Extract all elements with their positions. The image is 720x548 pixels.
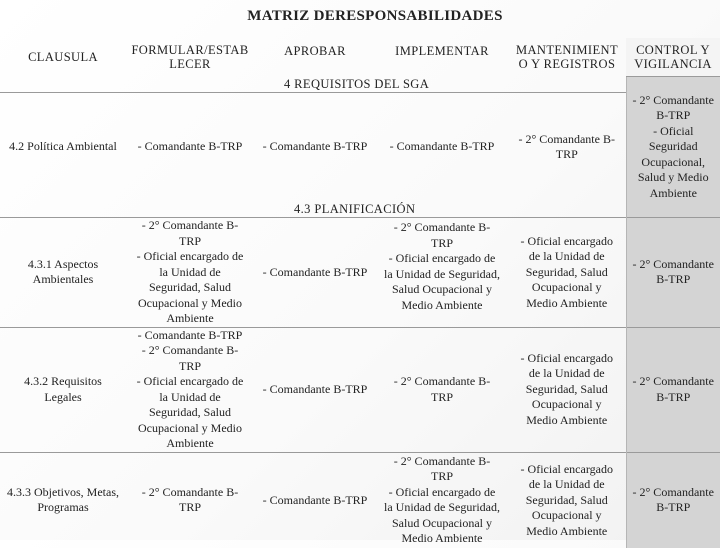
header-row	[0, 38, 720, 76]
cell-clausula: 4.2 Política Ambiental	[0, 93, 126, 202]
cell-aprobar: - Comandante B-TRP	[254, 218, 376, 328]
cell-clausula: 4.3.3 Objetivos, Metas, Programas	[0, 452, 126, 548]
responsibility-matrix	[0, 38, 720, 548]
cell-control: - 2° Comandante B-TRP	[626, 327, 720, 452]
header-mantenimiento: MANTENIMIENT O Y REGISTROS	[515, 43, 618, 71]
cell-mantenimiento: - 2° Comandante B- TRP	[508, 93, 626, 202]
cell-mantenimiento: - Oficial encargado de la Unidad de Seguridad, Salud Ocupacional y Medio Ambiente	[508, 452, 626, 548]
cell-implementar: - 2° Comandante B- TRP	[376, 327, 508, 452]
cell-aprobar: - Comandante B-TRP	[254, 452, 376, 548]
cell-formular: - Comandante B-TRP - 2° Comandante B- TRP - Oficial encargado de la Unidad de Seguridad, Salud Ocupacional y Medio Ambiente	[126, 327, 254, 452]
cell-aprobar: - Comandante B-TRP	[254, 327, 376, 452]
header-clausula: CLAUSULA	[28, 50, 98, 64]
section-planificacion: 4.3 PLANIFICACIÓN	[294, 202, 416, 216]
cell-formular: - Comandante B-TRP	[126, 93, 254, 202]
cell-clausula: 4.3.1 Aspectos Ambientales	[0, 218, 126, 328]
page-title: MATRIZ DERESPONSABILIDADES	[247, 8, 503, 24]
cell-implementar: - 2° Comandante B- TRP - Oficial encargado de la Unidad de Seguridad, Salud Ocupacional y Medio Ambiente	[376, 452, 508, 548]
cell-formular: - 2° Comandante B- TRP	[126, 452, 254, 548]
cell-implementar: - Comandante B-TRP	[376, 93, 508, 202]
header-formular: FORMULAR/ESTAB LECER	[131, 43, 249, 71]
cell-control: - 2° Comandante B-TRP - Oficial Seguridad Ocupacional, Salud y Medio Ambiente	[626, 93, 720, 202]
cell-clausula: 4.3.2 Requisitos Legales	[0, 327, 126, 452]
cell-mantenimiento: - Oficial encargado de la Unidad de Seguridad, Salud Ocupacional y Medio Ambiente	[508, 327, 626, 452]
section-row	[0, 76, 720, 93]
section-requisitos: 4 REQUISITOS DEL SGA	[284, 77, 430, 91]
table-row	[0, 93, 720, 202]
cell-control: - 2° Comandante B-TRP	[626, 218, 720, 328]
header-control: CONTROL Y VIGILANCIA	[626, 38, 720, 76]
cell-mantenimiento: - Oficial encargado de la Unidad de Seguridad, Salud Ocupacional y Medio Ambiente	[508, 218, 626, 328]
table-row	[0, 327, 720, 452]
cell-implementar: - 2° Comandante B- TRP - Oficial encargado de la Unidad de Seguridad, Salud Ocupacional y Medio Ambiente	[376, 218, 508, 328]
header-implementar: IMPLEMENTAR	[395, 44, 489, 58]
cell-aprobar: - Comandante B-TRP	[254, 93, 376, 202]
cell-control: - 2° Comandante B-TRP	[626, 452, 720, 548]
table-row	[0, 218, 720, 328]
table-row	[0, 452, 720, 548]
cell-formular: - 2° Comandante B- TRP - Oficial encargado de la Unidad de Seguridad, Salud Ocupacional y Medio Ambiente	[126, 218, 254, 328]
section-row	[0, 201, 720, 218]
header-aprobar: APROBAR	[284, 44, 346, 58]
